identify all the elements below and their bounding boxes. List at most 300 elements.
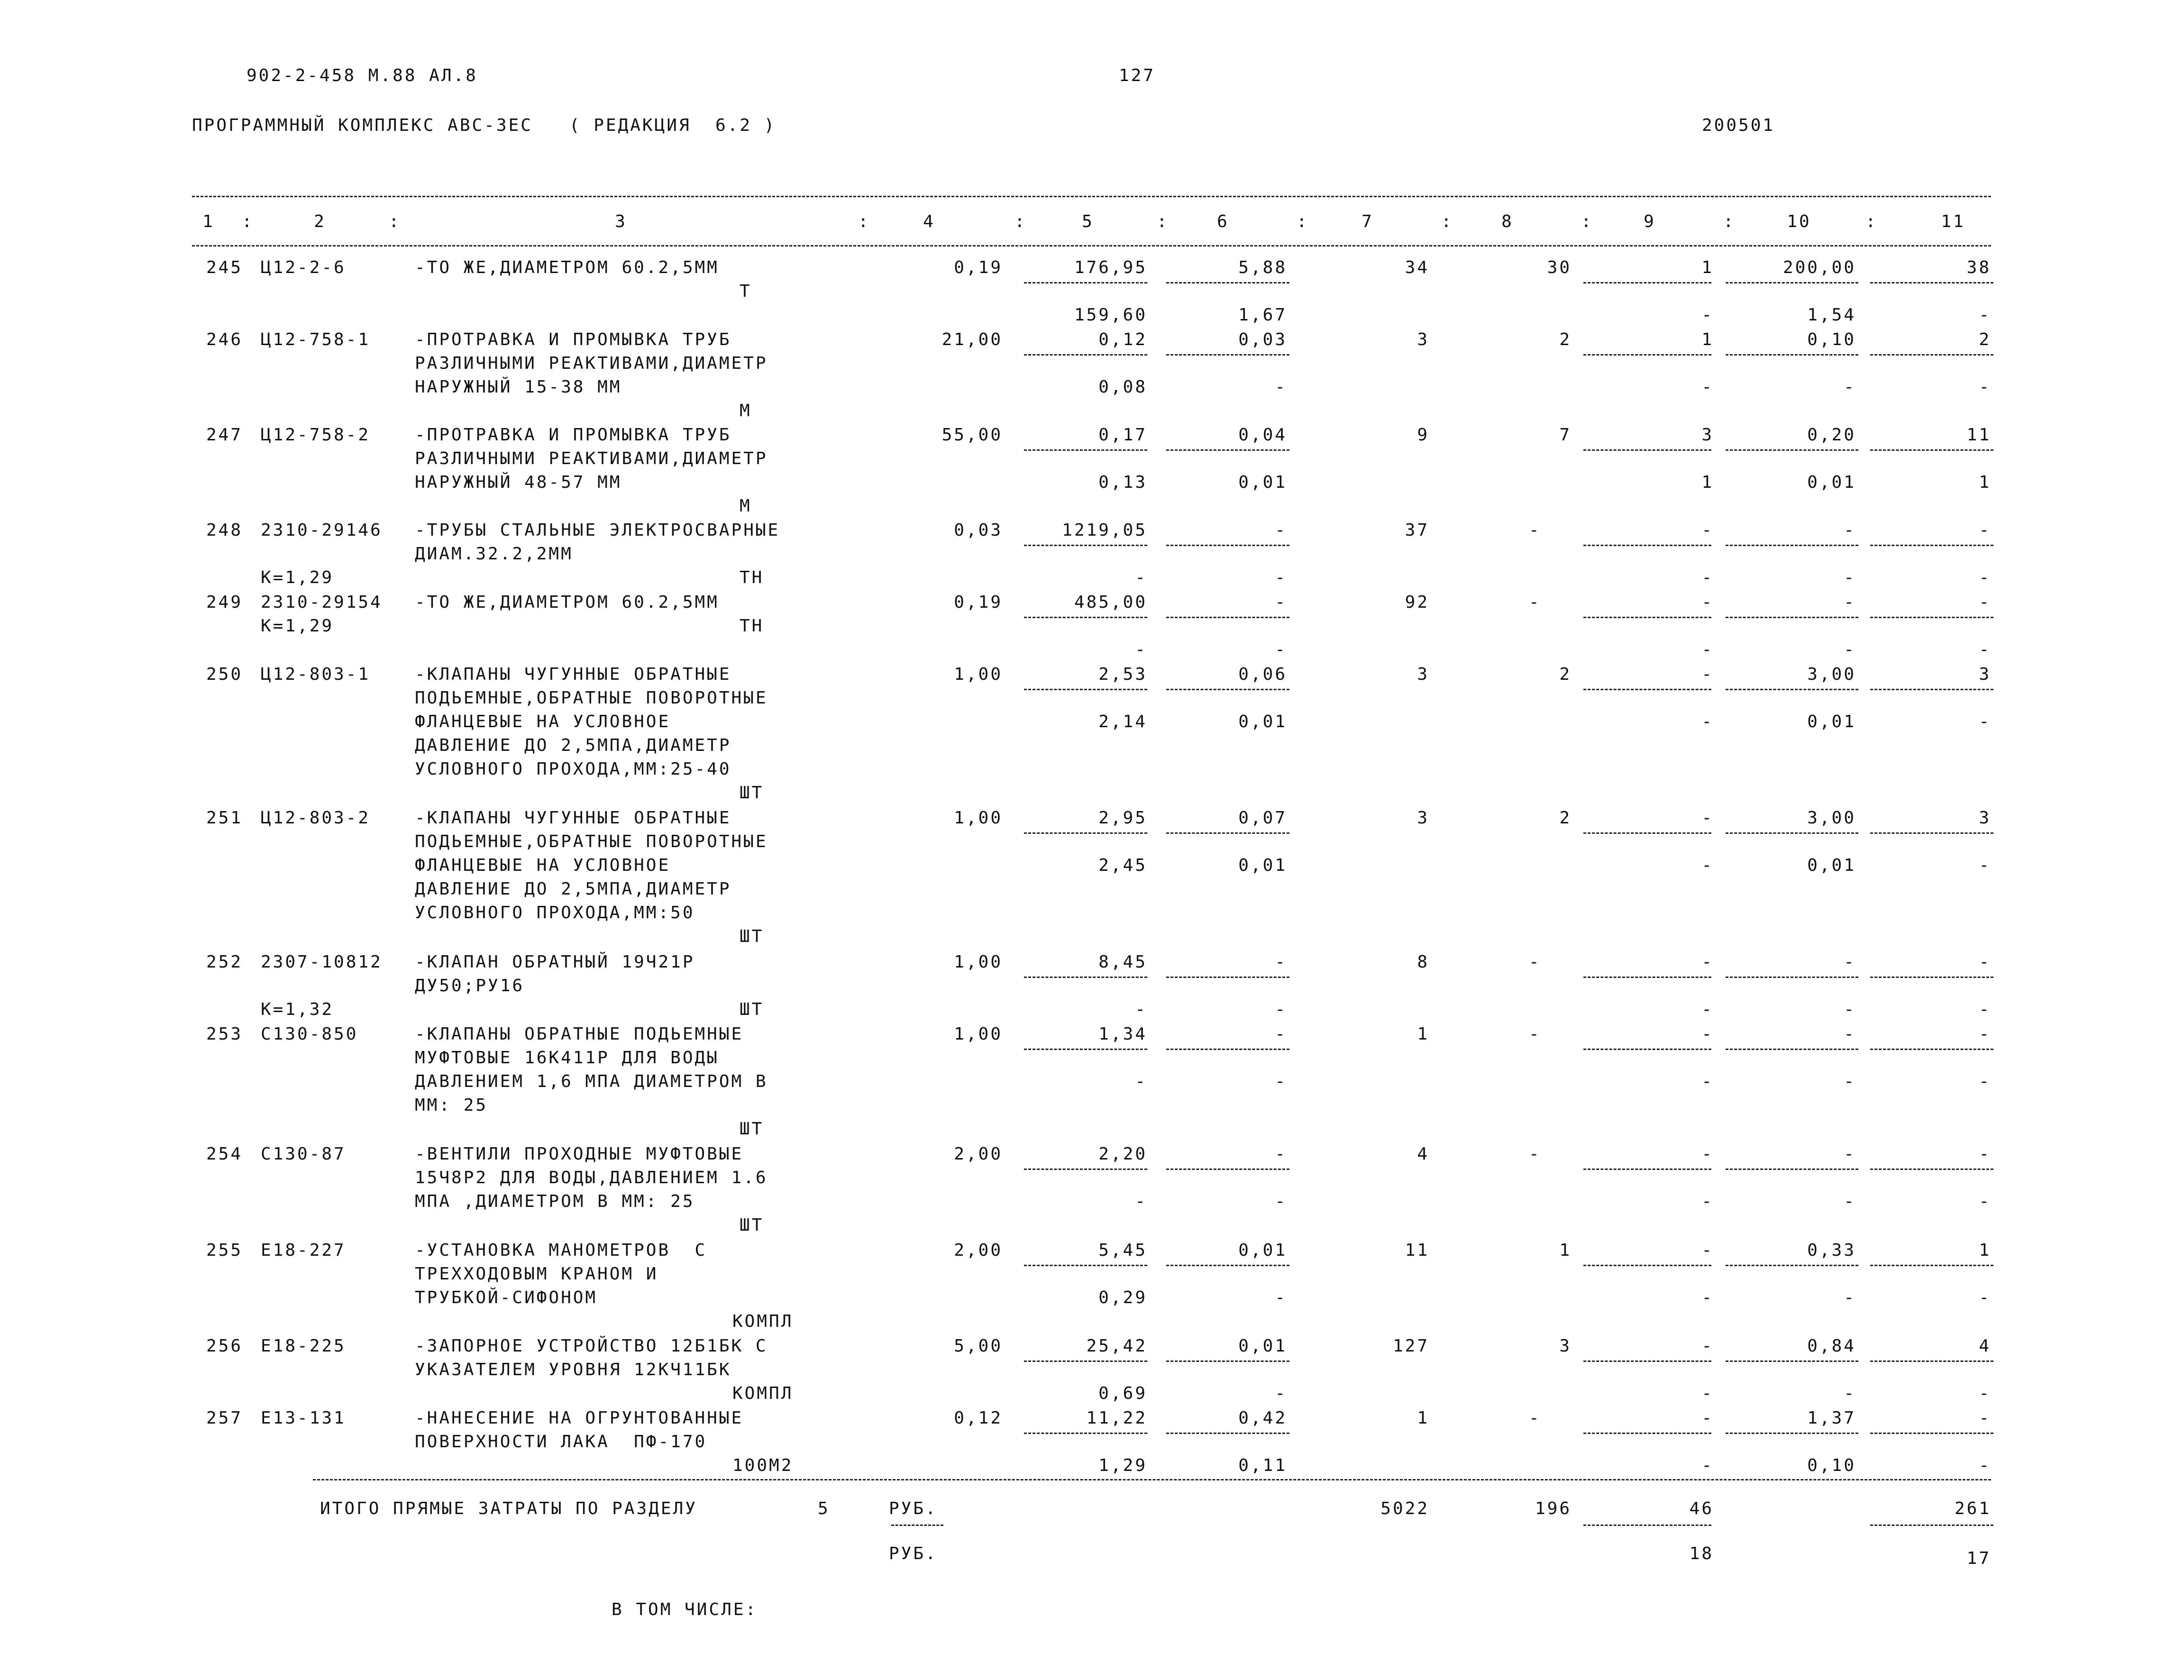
row-description: УСЛОВНОГО ПРОХОДА,ММ:50	[415, 903, 695, 922]
cell-c10b: -	[1844, 1072, 1856, 1091]
cell-c7: 92	[1405, 593, 1429, 612]
cell-c10b: -	[1844, 1192, 1856, 1211]
rule-c11	[1870, 617, 1993, 618]
cell-c10: 3,00	[1807, 665, 1856, 684]
row-number: 252	[206, 952, 243, 972]
totals-including: В ТОМ ЧИСЛЕ:	[612, 1600, 758, 1619]
row-unit: КОМПЛ	[732, 1312, 794, 1331]
column-separator: :	[1157, 212, 1169, 231]
row-number: 246	[206, 330, 243, 349]
cell-c6b: 1,67	[1238, 305, 1287, 325]
rule-c5	[1024, 1169, 1147, 1170]
rule-c6	[1166, 545, 1289, 546]
cell-c9: -	[1701, 1336, 1714, 1356]
cell-c5b: -	[1135, 1192, 1147, 1211]
row-description: -КЛАПАН ОБРАТНЫЙ 19Ч21Р	[415, 952, 695, 972]
column-separator: :	[1581, 212, 1593, 231]
row-description: -ПРОТРАВКА И ПРОМЫВКА ТРУБ	[415, 330, 731, 349]
cell-c5b: -	[1135, 568, 1147, 587]
rule-c6	[1166, 617, 1289, 618]
rule-c10	[1726, 282, 1858, 283]
rule-c11	[1870, 977, 1993, 978]
row-description: -КЛАПАНЫ ЧУГУННЫЕ ОБРАТНЫЕ	[415, 808, 731, 828]
cell-c9b: -	[1701, 305, 1714, 325]
cell-c8: 7	[1559, 425, 1572, 445]
rule-c5	[1024, 1360, 1147, 1362]
row-number: 247	[206, 425, 243, 445]
cell-c11: -	[1979, 952, 1991, 972]
cell-c9b: -	[1701, 1288, 1714, 1307]
cell-qty: 0,19	[954, 258, 1003, 277]
row-unit: Т	[740, 282, 752, 301]
cell-c11: 2	[1979, 330, 1991, 349]
row-description: -ТО ЖЕ,ДИАМЕТРОМ 60.2,5ММ	[415, 258, 719, 277]
row-description: РАЗЛИЧНЫМИ РЕАКТИВАМИ,ДИАМЕТР	[415, 449, 768, 468]
cell-c11: 4	[1979, 1336, 1991, 1356]
cell-qty: 0,19	[954, 593, 1003, 612]
cell-c11: -	[1979, 1408, 1991, 1428]
cell-c11b: -	[1979, 568, 1991, 587]
row-description: НАРУЖНЫЙ 15-38 ММ	[415, 377, 622, 397]
cell-c9b: -	[1701, 1384, 1714, 1403]
cell-c10: 3,00	[1807, 808, 1856, 828]
cell-c7: 34	[1405, 258, 1429, 277]
column-header: 9	[1644, 212, 1656, 231]
cell-c8: 3	[1559, 1336, 1572, 1356]
rule-c5	[1024, 1265, 1147, 1266]
cell-c9b: -	[1701, 1456, 1714, 1475]
cell-c11b: -	[1979, 1192, 1991, 1211]
cell-c7: 3	[1417, 330, 1429, 349]
rule-c10	[1726, 832, 1858, 834]
cell-c10: -	[1844, 952, 1856, 972]
cell-c7: 4	[1417, 1144, 1429, 1164]
cell-c10b: -	[1844, 1288, 1856, 1307]
row-description: ДАВЛЕНИЕ ДО 2,5МПА,ДИАМЕТР	[415, 736, 731, 755]
cell-c5: 0,12	[1098, 330, 1147, 349]
cell-c10: -	[1844, 520, 1856, 540]
rule-c9	[1583, 1265, 1711, 1266]
cell-c5b: 0,29	[1098, 1288, 1147, 1307]
rule-c6	[1166, 832, 1289, 834]
row-description: ДАВЛЕНИЕМ 1,6 МПА ДИАМЕТРОМ В	[415, 1072, 768, 1091]
row-code: С130-87	[261, 1144, 346, 1164]
rule-c11	[1870, 1049, 1993, 1050]
totals-currency-1: РУБ.	[889, 1499, 938, 1518]
cell-c10: 0,33	[1807, 1241, 1856, 1260]
cell-c6b: -	[1275, 1072, 1287, 1091]
row-description: МУФТОВЫЕ 16К411Р ДЛЯ ВОДЫ	[415, 1048, 719, 1068]
column-header: 1	[202, 212, 215, 231]
cell-qty: 55,00	[941, 425, 1003, 445]
cell-c9b: -	[1701, 568, 1714, 587]
cell-c6: -	[1275, 952, 1287, 972]
cell-c6b: -	[1275, 1384, 1287, 1403]
cell-c10b: 1,54	[1807, 305, 1856, 325]
cell-qty: 1,00	[954, 1024, 1003, 1044]
rule-c6	[1166, 1049, 1289, 1050]
cell-c8: -	[1529, 1408, 1541, 1428]
cell-c6b: 0,11	[1238, 1456, 1287, 1475]
totals-c11-rule	[1870, 1525, 1993, 1526]
row-description: -ПРОТРАВКА И ПРОМЫВКА ТРУБ	[415, 425, 731, 445]
cell-c7: 8	[1417, 952, 1429, 972]
cell-c5: 2,20	[1098, 1144, 1147, 1164]
row-number: 255	[206, 1241, 243, 1260]
cell-c9: 1	[1701, 258, 1714, 277]
row-description: НАРУЖНЫЙ 48-57 ММ	[415, 473, 622, 492]
row-unit: М	[740, 496, 752, 516]
row-code: Ц12-803-2	[261, 808, 371, 828]
page-number: 127	[1119, 66, 1156, 85]
rule-c11	[1870, 282, 1993, 283]
cell-c10: -	[1844, 1024, 1856, 1044]
cell-qty: 2,00	[954, 1144, 1003, 1164]
cell-c11: 11	[1966, 425, 1991, 445]
rule-c5	[1024, 832, 1147, 834]
cell-qty: 1,00	[954, 808, 1003, 828]
totals-c11: 261	[1954, 1499, 1991, 1518]
cell-c10b: -	[1844, 568, 1856, 587]
row-coefficient: К=1,29	[261, 616, 334, 636]
column-separator: :	[1865, 212, 1878, 231]
cell-c9: 1	[1701, 330, 1714, 349]
rule-c10	[1726, 354, 1858, 356]
rule-c10	[1726, 1169, 1858, 1170]
column-separator: :	[389, 212, 401, 231]
rule-c5	[1024, 449, 1147, 451]
cell-c7: 3	[1417, 665, 1429, 684]
row-unit: М	[740, 401, 752, 420]
cell-c11b: 1	[1979, 473, 1991, 492]
totals-top-rule	[313, 1479, 1991, 1480]
cell-c7: 11	[1405, 1241, 1429, 1260]
rule-c5	[1024, 1049, 1147, 1050]
rule-c9	[1583, 1433, 1711, 1434]
row-description: 15Ч8Р2 ДЛЯ ВОДЫ,ДАВЛЕНИЕМ 1.6	[415, 1168, 768, 1187]
row-unit: ТН	[740, 568, 764, 587]
cell-c8: -	[1529, 520, 1541, 540]
column-header: 7	[1362, 212, 1374, 231]
column-header: 5	[1082, 212, 1094, 231]
row-description: ПОВЕРХНОСТИ ЛАКА ПФ-170	[415, 1432, 707, 1452]
cell-c9b: -	[1701, 377, 1714, 397]
cell-c5b: 0,13	[1098, 473, 1147, 492]
row-coefficient: К=1,32	[261, 1000, 334, 1019]
cell-c11b: -	[1979, 1072, 1991, 1091]
cell-c8: 2	[1559, 330, 1572, 349]
row-unit: ШТ	[740, 1119, 764, 1139]
row-code: 2310-29146	[261, 520, 383, 540]
cell-c10: 0,20	[1807, 425, 1856, 445]
cell-c7: 1	[1417, 1024, 1429, 1044]
cell-c5b: -	[1135, 640, 1147, 659]
cell-c10: -	[1844, 1144, 1856, 1164]
rule-c9	[1583, 1049, 1711, 1050]
cell-c6: 0,07	[1238, 808, 1287, 828]
cell-c10b: 0,01	[1807, 712, 1856, 731]
rule-c5	[1024, 977, 1147, 978]
cell-c11: -	[1979, 1024, 1991, 1044]
cell-c9: -	[1701, 1241, 1714, 1260]
cell-c6b: -	[1275, 377, 1287, 397]
cell-c7: 9	[1417, 425, 1429, 445]
cell-c11b: -	[1979, 1456, 1991, 1475]
rule-c11	[1870, 545, 1993, 546]
row-description: ДУ50;РУ16	[415, 976, 525, 995]
cell-c6b: -	[1275, 568, 1287, 587]
rule-c5	[1024, 545, 1147, 546]
cell-c11: 38	[1966, 258, 1991, 277]
header-bottom-rule	[192, 245, 1991, 247]
rule-c10	[1726, 977, 1858, 978]
cell-qty: 5,00	[954, 1336, 1003, 1356]
rule-c10	[1726, 449, 1858, 451]
cell-c8: -	[1529, 593, 1541, 612]
cell-c5: 2,95	[1098, 808, 1147, 828]
rule-c6	[1166, 977, 1289, 978]
row-description: МПА ,ДИАМЕТРОМ В ММ: 25	[415, 1192, 695, 1211]
cell-c6: -	[1275, 593, 1287, 612]
rule-c11	[1870, 832, 1993, 834]
program-title: ПРОГРАММНЫЙ КОМПЛЕКС АВС-3ЕС ( РЕДАКЦИЯ 6.2 )	[192, 116, 777, 135]
row-unit: КОМПЛ	[732, 1384, 794, 1403]
row-description: -УСТАНОВКА МАНОМЕТРОВ С	[415, 1241, 707, 1260]
row-description: ТРЕХХОДОВЫМ КРАНОМ И	[415, 1264, 658, 1284]
cell-qty: 0,03	[954, 520, 1003, 540]
row-code: 2307-10812	[261, 952, 383, 972]
cell-c6: 0,01	[1238, 1241, 1287, 1260]
row-number: 257	[206, 1408, 243, 1428]
rule-c5	[1024, 354, 1147, 356]
cell-c9b: -	[1701, 856, 1714, 875]
cell-c11b: -	[1979, 712, 1991, 731]
cell-c5: 11,22	[1086, 1408, 1147, 1428]
row-description: -КЛАПАНЫ ЧУГУННЫЕ ОБРАТНЫЕ	[415, 665, 731, 684]
cell-c8: 30	[1547, 258, 1572, 277]
cell-c9: -	[1701, 952, 1714, 972]
row-code: Ц12-2-6	[261, 258, 346, 277]
column-separator: :	[858, 212, 870, 231]
cell-c10b: 0,10	[1807, 1456, 1856, 1475]
cell-c5: 1219,05	[1062, 520, 1147, 540]
row-description: ДАВЛЕНИЕ ДО 2,5МПА,ДИАМЕТР	[415, 879, 731, 899]
row-number: 253	[206, 1024, 243, 1044]
rule-c10	[1726, 689, 1858, 690]
cell-qty: 0,12	[954, 1408, 1003, 1428]
cell-c5b: 159,60	[1074, 305, 1147, 325]
cell-c9b: 1	[1701, 473, 1714, 492]
cell-c11b: -	[1979, 377, 1991, 397]
cell-c6: 0,04	[1238, 425, 1287, 445]
cell-c5: 0,17	[1098, 425, 1147, 445]
row-code: Е18-225	[261, 1336, 346, 1356]
row-description: ТРУБКОЙ-СИФОНОМ	[415, 1288, 598, 1307]
cell-c9: -	[1701, 1144, 1714, 1164]
cell-c7: 3	[1417, 808, 1429, 828]
rule-c5	[1024, 689, 1147, 690]
column-header: 11	[1941, 212, 1965, 231]
rule-c11	[1870, 689, 1993, 690]
cell-qty: 2,00	[954, 1241, 1003, 1260]
cell-c7: 1	[1417, 1408, 1429, 1428]
row-number: 256	[206, 1336, 243, 1356]
cell-c7: 127	[1392, 1336, 1429, 1356]
rule-c10	[1726, 1265, 1858, 1266]
cell-c11b: -	[1979, 1288, 1991, 1307]
rule-c9	[1583, 977, 1711, 978]
row-unit: ШТ	[740, 783, 764, 803]
cell-qty: 1,00	[954, 952, 1003, 972]
totals-label: ИТОГО ПРЯМЫЕ ЗАТРАТЫ ПО РАЗДЕЛУ	[320, 1499, 697, 1518]
rule-c11	[1870, 1265, 1993, 1266]
row-code: 2310-29154	[261, 593, 383, 612]
cell-c5b: 0,08	[1098, 377, 1147, 397]
totals-currency-2: РУБ.	[889, 1544, 938, 1563]
rule-c11	[1870, 1433, 1993, 1434]
cell-c10b: -	[1844, 1384, 1856, 1403]
cell-c8: 2	[1559, 665, 1572, 684]
rule-c9	[1583, 1169, 1711, 1170]
rule-c9	[1583, 617, 1711, 618]
cell-c8: -	[1529, 1024, 1541, 1044]
rule-c6	[1166, 1360, 1289, 1362]
row-code: Ц12-758-2	[261, 425, 371, 445]
cell-c5b: 1,29	[1098, 1456, 1147, 1475]
cell-c6: 0,01	[1238, 1336, 1287, 1356]
cell-c9: 3	[1701, 425, 1714, 445]
cell-c9: -	[1701, 808, 1714, 828]
cell-c10b: -	[1844, 377, 1856, 397]
row-description: ФЛАНЦЕВЫЕ НА УСЛОВНОЕ	[415, 856, 671, 875]
row-description: ДИАМ.32.2,2ММ	[415, 544, 573, 564]
row-coefficient: К=1,29	[261, 568, 334, 587]
cell-c5b: 2,45	[1098, 856, 1147, 875]
cell-c6b: 0,01	[1238, 856, 1287, 875]
totals-c11b: 17	[1966, 1549, 1991, 1568]
cell-c9: -	[1701, 593, 1714, 612]
rule-c10	[1726, 1360, 1858, 1362]
row-description: ПОДЬЕМНЫЕ,ОБРАТНЫЕ ПОВОРОТНЫЕ	[415, 832, 768, 851]
totals-section: 5	[818, 1499, 830, 1518]
rule-c6	[1166, 689, 1289, 690]
rule-c11	[1870, 1169, 1993, 1170]
table-top-rule	[192, 196, 1991, 197]
cell-c10: 200,00	[1782, 258, 1856, 277]
row-description: УКАЗАТЕЛЕМ УРОВНЯ 12КЧ11БК	[415, 1360, 731, 1379]
rule-c6	[1166, 1433, 1289, 1434]
cell-c5b: -	[1135, 1000, 1147, 1019]
totals-c9-rule	[1583, 1525, 1711, 1526]
cell-c8: 2	[1559, 808, 1572, 828]
cell-qty: 1,00	[954, 665, 1003, 684]
cell-c6b: -	[1275, 1000, 1287, 1019]
doc-code: 902-2-458 М.88 АЛ.8	[247, 66, 478, 85]
cell-c11: 3	[1979, 808, 1991, 828]
cell-c9b: -	[1701, 1000, 1714, 1019]
rule-c9	[1583, 1360, 1711, 1362]
cell-c6: 5,88	[1238, 258, 1287, 277]
row-unit: ШТ	[740, 927, 764, 946]
cell-c9: -	[1701, 1408, 1714, 1428]
cell-c10: -	[1844, 593, 1856, 612]
cell-c6: -	[1275, 1024, 1287, 1044]
row-number: 248	[206, 520, 243, 540]
cell-c6: 0,03	[1238, 330, 1287, 349]
cell-c5: 176,95	[1074, 258, 1147, 277]
row-unit: ТН	[740, 616, 764, 636]
rule-c11	[1870, 354, 1993, 356]
rule-c10	[1726, 1049, 1858, 1050]
totals-c7: 5022	[1380, 1499, 1429, 1518]
cell-c8: -	[1529, 952, 1541, 972]
rule-c5	[1024, 1433, 1147, 1434]
cell-c5: 2,53	[1098, 665, 1147, 684]
row-number: 254	[206, 1144, 243, 1164]
rule-c6	[1166, 1169, 1289, 1170]
rule-c10	[1726, 617, 1858, 618]
column-header: 8	[1501, 212, 1514, 231]
rule-c9	[1583, 449, 1711, 451]
cell-c5: 8,45	[1098, 952, 1147, 972]
cell-c9b: -	[1701, 712, 1714, 731]
cell-c5b: 0,69	[1098, 1384, 1147, 1403]
row-number: 249	[206, 593, 243, 612]
row-description: -ТО ЖЕ,ДИАМЕТРОМ 60.2,5ММ	[415, 593, 719, 612]
rule-c6	[1166, 282, 1289, 283]
cell-c11: 3	[1979, 665, 1991, 684]
column-header: 10	[1787, 212, 1811, 231]
cell-c11: -	[1979, 520, 1991, 540]
totals-c8: 196	[1535, 1499, 1572, 1518]
row-description: -ЗАПОРНОЕ УСТРОЙСТВО 12Б1БК С	[415, 1336, 768, 1356]
rule-c9	[1583, 354, 1711, 356]
cell-c11b: -	[1979, 1384, 1991, 1403]
cell-c7: 37	[1405, 520, 1429, 540]
column-header: 6	[1217, 212, 1229, 231]
row-code: Ц12-803-1	[261, 665, 371, 684]
cell-c5: 5,45	[1098, 1241, 1147, 1260]
cell-c11b: -	[1979, 305, 1991, 325]
cell-c6: -	[1275, 1144, 1287, 1164]
row-code: Е13-131	[261, 1408, 346, 1428]
cell-c6b: -	[1275, 640, 1287, 659]
cell-c10b: 0,01	[1807, 856, 1856, 875]
rule-c9	[1583, 545, 1711, 546]
cell-c6b: -	[1275, 1192, 1287, 1211]
row-description: -КЛАПАНЫ ОБРАТНЫЕ ПОДЬЕМНЫЕ	[415, 1024, 744, 1044]
rule-c6	[1166, 1265, 1289, 1266]
row-number: 245	[206, 258, 243, 277]
cell-c9b: -	[1701, 1072, 1714, 1091]
cell-c10b: 0,01	[1807, 473, 1856, 492]
row-description: -ВЕНТИЛИ ПРОХОДНЫЕ МУФТОВЫЕ	[415, 1144, 744, 1164]
totals-currency-rule	[891, 1525, 943, 1526]
row-description: ПОДЬЕМНЫЕ,ОБРАТНЫЕ ПОВОРОТНЫЕ	[415, 688, 768, 708]
cell-c6: -	[1275, 520, 1287, 540]
rule-c5	[1024, 282, 1147, 283]
row-code: Е18-227	[261, 1241, 346, 1260]
cell-c9: -	[1701, 665, 1714, 684]
cell-qty: 21,00	[941, 330, 1003, 349]
row-description: -НАНЕСЕНИЕ НА ОГРУНТОВАННЫЕ	[415, 1408, 744, 1428]
rule-c5	[1024, 617, 1147, 618]
cell-c11: -	[1979, 593, 1991, 612]
cell-c8: -	[1529, 1144, 1541, 1164]
column-separator: :	[1014, 212, 1027, 231]
cell-c5b: 2,14	[1098, 712, 1147, 731]
rule-c11	[1870, 1360, 1993, 1362]
